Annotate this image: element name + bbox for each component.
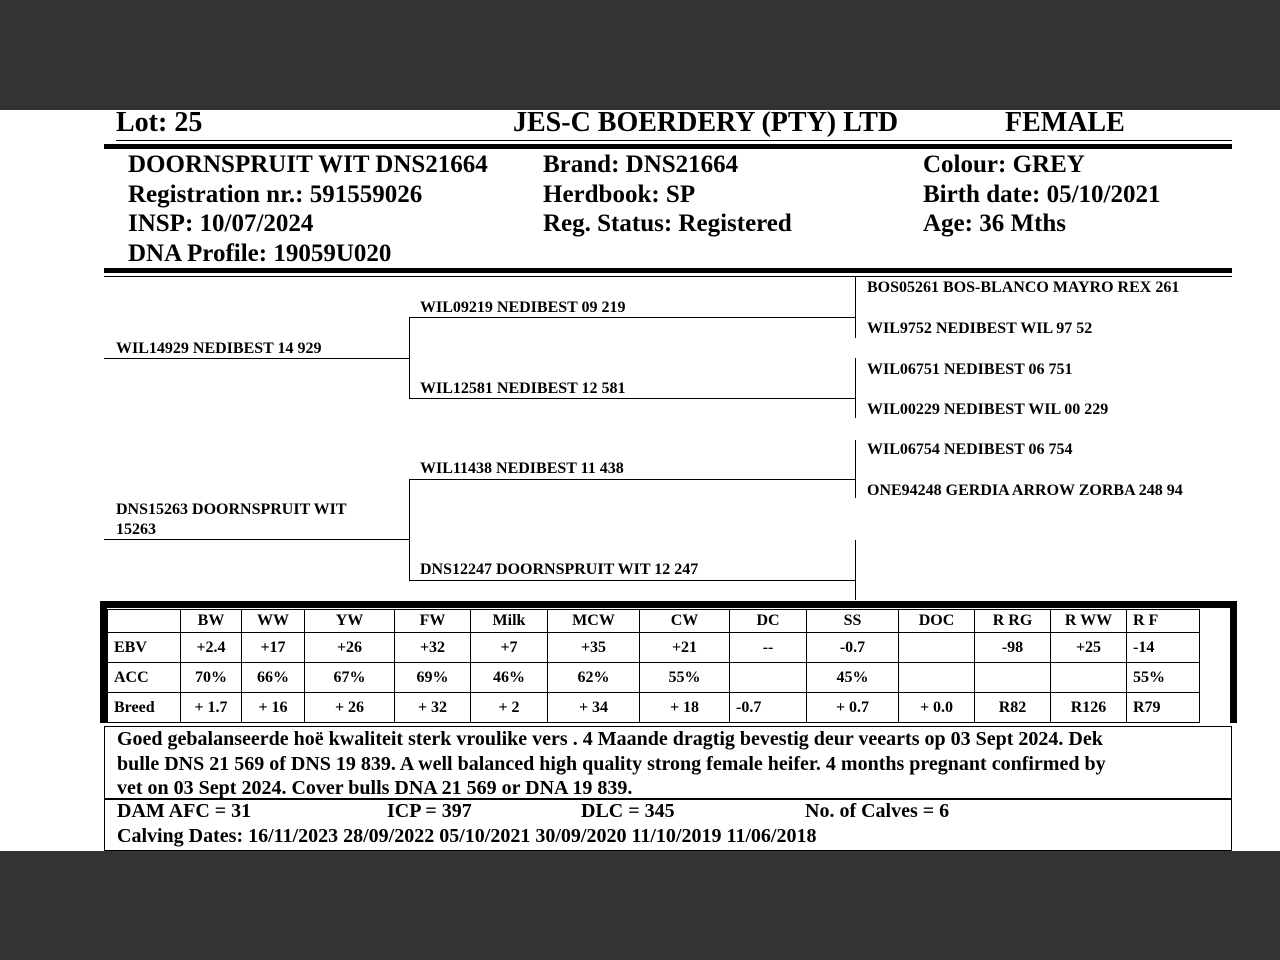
ebv-cell: R126: [1051, 693, 1127, 723]
info-rule-thick: [104, 268, 1232, 273]
pedigree-line: [104, 358, 409, 359]
ebv-cell: 66%: [242, 663, 305, 693]
ebv-cell: 55%: [1127, 663, 1200, 693]
ebv-cell: -0.7: [730, 693, 807, 723]
ebv-cell: + 0.0: [899, 693, 975, 723]
ebv-cell: 70%: [181, 663, 242, 693]
ebv-cell: 67%: [305, 663, 395, 693]
ebv-cell: -0.7: [807, 633, 899, 663]
ebv-cell: 45%: [807, 663, 899, 693]
birth-date: Birth date: 05/10/2021: [923, 181, 1161, 208]
ebv-cell: +32: [395, 633, 471, 663]
ebv-cell: ACC: [108, 663, 181, 693]
dlc: DLC = 345: [581, 800, 675, 822]
pedigree-dam-line1: DNS15263 DOORNSPRUIT WIT: [116, 501, 347, 518]
table-top-border: [100, 601, 1237, 608]
comment-line: vet on 03 Sept 2024. Cover bulls DNA 21 569 or DNA 19 839.: [117, 777, 633, 799]
pedigree-line: [409, 317, 410, 399]
lot-card: [0, 107, 1280, 851]
sex-label: FEMALE: [1005, 107, 1125, 138]
ebv-cell: + 34: [548, 693, 640, 723]
pedigree-line: [409, 398, 855, 399]
ebv-cell: +35: [548, 633, 640, 663]
pedigree-dam-sire: WIL11438 NEDIBEST 11 438: [420, 460, 624, 477]
breeder-name: JES-C BOERDERY (PTY) LTD: [513, 107, 899, 138]
ebv-cell: Breed: [108, 693, 181, 723]
pedigree-line: [104, 539, 409, 540]
ebv-cell: [899, 633, 975, 663]
ebv-cell: --: [730, 633, 807, 663]
ebv-header-cell: BW: [181, 610, 242, 633]
ebv-header-cell: R WW: [1051, 610, 1127, 633]
ebv-cell: + 26: [305, 693, 395, 723]
ebv-cell: + 0.7: [807, 693, 899, 723]
info-rule-thin: [104, 276, 1232, 277]
ebv-cell: 69%: [395, 663, 471, 693]
ebv-cell: 62%: [548, 663, 640, 693]
pedigree-line: [409, 580, 855, 581]
pedigree-dsd: ONE94248 GERDIA ARROW ZORBA 248 94: [867, 482, 1183, 499]
registration-number: Registration nr.: 591559026: [128, 181, 423, 208]
ebv-cell: [975, 663, 1051, 693]
ebv-row: [108, 633, 1200, 663]
pedigree-sire: WIL14929 NEDIBEST 14 929: [116, 340, 322, 357]
pedigree-dss: WIL06754 NEDIBEST 06 754: [867, 441, 1073, 458]
table-right-border: [1230, 601, 1237, 723]
pedigree-dam-dam: DNS12247 DOORNSPRUIT WIT 12 247: [420, 561, 699, 578]
ebv-cell: + 32: [395, 693, 471, 723]
calving-dates: Calving Dates: 16/11/2023 28/09/2022 05/10/2021 30/09/2020 11/10/2019 11/06/2018: [117, 825, 817, 847]
ebv-cell: -98: [975, 633, 1051, 663]
pedigree-dam-line2: 15263: [116, 521, 156, 538]
header-rule-thick: [104, 144, 1232, 149]
comment-line: bulle DNS 21 569 of DNS 19 839. A well balanced high quality strong female heifer. 4 months pregnant confirmed by: [117, 752, 1106, 775]
number-of-calves: No. of Calves = 6: [805, 800, 950, 822]
ebv-cell: +2.4: [181, 633, 242, 663]
ebv-cell: 46%: [471, 663, 548, 693]
ebv-header-cell: YW: [305, 610, 395, 633]
pedigree-line: [409, 479, 855, 480]
ebv-cell: -14: [1127, 633, 1200, 663]
ebv-header-cell: R RG: [975, 610, 1051, 633]
ebv-header-cell: DC: [730, 610, 807, 633]
ebv-cell: +25: [1051, 633, 1127, 663]
ebv-header-cell: FW: [395, 610, 471, 633]
ebv-header-cell: MCW: [548, 610, 640, 633]
pedigree-sds: WIL06751 NEDIBEST 06 751: [867, 361, 1073, 378]
pedigree-line: [855, 440, 856, 498]
lot-number: Lot: 25: [116, 107, 203, 138]
pedigree-line: [409, 479, 410, 581]
ebv-cell: R82: [975, 693, 1051, 723]
registration-status: Reg. Status: Registered: [543, 210, 792, 237]
ebv-cell: + 18: [640, 693, 730, 723]
ebv-row: [108, 693, 1200, 723]
pedigree-ssd: WIL9752 NEDIBEST WIL 97 52: [867, 320, 1093, 337]
table-left-border: [100, 601, 107, 723]
pedigree-line: [855, 540, 856, 600]
pedigree-line: [409, 317, 855, 318]
pedigree-line: [855, 277, 856, 338]
brand: Brand: DNS21664: [543, 151, 739, 178]
ebv-cell: [899, 663, 975, 693]
ebv-header-cell: DOC: [899, 610, 975, 633]
ebv-cell: R79: [1127, 693, 1200, 723]
ebv-header-cell: WW: [242, 610, 305, 633]
ebv-header-cell: [108, 610, 181, 633]
pedigree-sire-sire: WIL09219 NEDIBEST 09 219: [420, 299, 626, 316]
ebv-cell: [730, 663, 807, 693]
ebv-cell: +17: [242, 633, 305, 663]
ebv-header-cell: Milk: [471, 610, 548, 633]
ebv-header-cell: R F: [1127, 610, 1200, 633]
dam-stats-box: [104, 799, 1232, 851]
ebv-table: [107, 609, 1200, 723]
comment-line: Goed gebalanseerde hoë kwaliteit sterk vroulike vers . 4 Maande dragtig bevestig deur veearts op 03 Sept 2024. Dek: [117, 728, 1103, 750]
dam-afc: DAM AFC = 31: [117, 800, 252, 822]
comments-box: [104, 726, 1232, 799]
ebv-cell: + 2: [471, 693, 548, 723]
ebv-cell: +7: [471, 633, 548, 663]
age: Age: 36 Mths: [923, 210, 1067, 237]
ebv-cell: [1051, 663, 1127, 693]
header-rule-thin: [116, 140, 1232, 141]
animal-name: DOORNSPRUIT WIT DNS21664: [128, 151, 488, 178]
ebv-cell: 55%: [640, 663, 730, 693]
colour: Colour: GREY: [923, 151, 1085, 178]
pedigree-line: [855, 358, 856, 418]
icp: ICP = 397: [387, 800, 472, 822]
ebv-cell: + 16: [242, 693, 305, 723]
ebv-row: [108, 663, 1200, 693]
ebv-cell: +26: [305, 633, 395, 663]
ebv-cell: + 1.7: [181, 693, 242, 723]
ebv-header-cell: CW: [640, 610, 730, 633]
ebv-cell: EBV: [108, 633, 181, 663]
pedigree-sire-dam: WIL12581 NEDIBEST 12 581: [420, 380, 626, 397]
herdbook: Herdbook: SP: [543, 181, 696, 208]
ebv-header-cell: SS: [807, 610, 899, 633]
ebv-cell: +21: [640, 633, 730, 663]
dna-profile: DNA Profile: 19059U020: [128, 240, 392, 267]
ebv-header-row: [108, 610, 1200, 633]
pedigree-sss: BOS05261 BOS-BLANCO MAYRO REX 261: [867, 279, 1180, 296]
inspection-date: INSP: 10/07/2024: [128, 210, 314, 237]
pedigree-sdd: WIL00229 NEDIBEST WIL 00 229: [867, 401, 1109, 418]
